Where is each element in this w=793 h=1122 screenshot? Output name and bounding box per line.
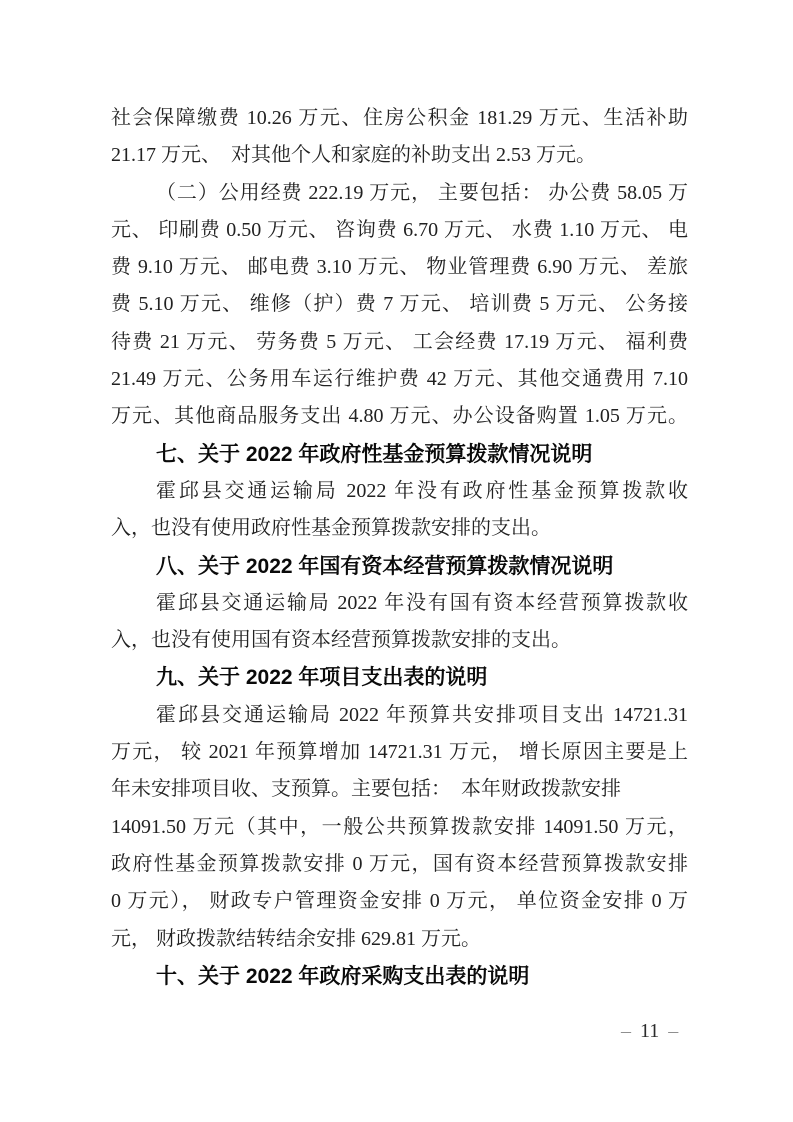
section-heading: 十、关于 2022 年政府采购支出表的说明 [156,964,530,988]
text-line: 霍邱县交通运输局 2022 年没有政府性基金预算拨款收 [156,479,688,502]
text-line: （二）公用经费 222.19 万元， 主要包括： 办公费 58.05 万 [156,181,688,204]
text-line: 政府性基金预算拨款安排 0 万元，国有资本经营预算拨款安排 [111,852,688,875]
footer-dash-left: – [621,1020,631,1042]
text-line: 万元， 较 2021 年预算增加 14721.31 万元， 增长原因主要是上 [111,741,688,764]
page-number: 11 [640,1020,660,1042]
section-heading: 九、关于 2022 年项目支出表的说明 [156,666,488,690]
text-line: 社会保障缴费 10.26 万元、住房公积金 181.29 万元、生活补助 [111,107,688,129]
text-line: 入，也没有使用国有资本经营预算拨款安排的支出。 [111,629,571,652]
text-line: 年未安排项目收、支预算。主要包括： 本年财政拨款安排 [111,778,621,801]
text-line: 霍邱县交通运输局 2022 年预算共安排项目支出 14721.31 [156,703,688,726]
page-footer [621,1019,678,1043]
text-line: 0 万元）， 财政专户管理资金安排 0 万元， 单位资金安排 0 万 [111,890,688,913]
text-line: 21.49 万元、公务用车运行维护费 42 万元、其他交通费用 7.10 [111,368,688,391]
text-line: 万元、其他商品服务支出 4.80 万元、办公设备购置 1.05 万元。 [111,405,688,428]
footer-dash-right: – [668,1020,679,1042]
text-line: 霍邱县交通运输局 2022 年没有国有资本经营预算拨款收 [156,591,688,614]
section-heading: 七、关于 2022 年政府性基金预算拨款情况说明 [156,442,593,466]
document-body [111,100,688,995]
text-line: 待费 21 万元、 劳务费 5 万元、 工会经费 17.19 万元、 福利费 [111,330,688,353]
text-line: 入，也没有使用政府性基金预算拨款安排的支出。 [111,517,551,540]
text-line: 费 5.10 万元、 维修（护）费 7 万元、 培训费 5 万元、 公务接 [111,293,688,316]
text-line: 14091.50 万元（其中，一般公共预算拨款安排 14091.50 万元， [111,815,688,838]
text-line: 元、 印刷费 0.50 万元、 咨询费 6.70 万元、 水费 1.10 万元、 电 [111,218,688,241]
text-line: 费 9.10 万元、 邮电费 3.10 万元、 物业管理费 6.90 万元、 差旅 [111,256,688,279]
text-line: 元， 财政拨款结转结余安排 629.81 万元。 [111,927,481,950]
section-heading: 八、关于 2022 年国有资本经营预算拨款情况说明 [156,554,614,578]
text-line: 21.17 万元、 对其他个人和家庭的补助支出 2.53 万元。 [111,144,596,167]
